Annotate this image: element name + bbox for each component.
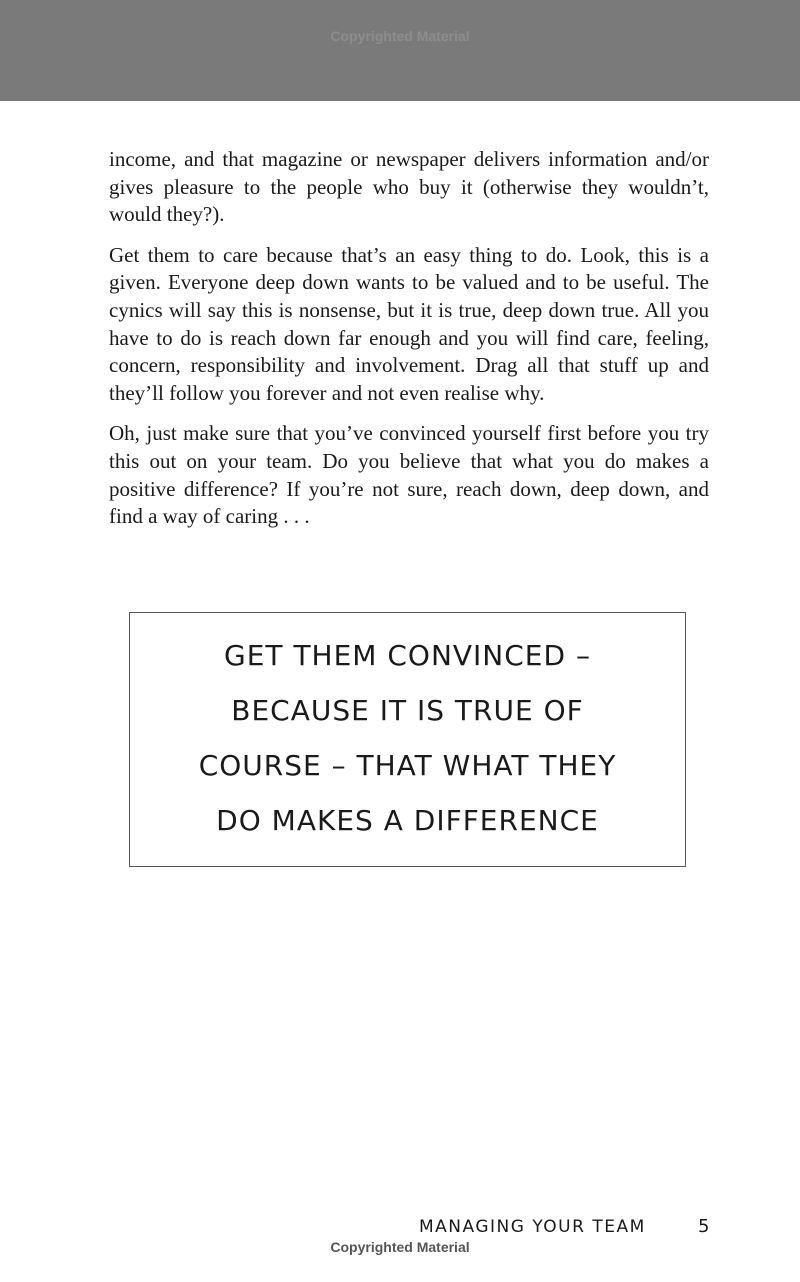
body-text (109, 146, 709, 544)
callout-box (129, 612, 686, 867)
watermark-top: Copyrighted Material (330, 28, 470, 44)
paragraph-2: Get them to care because that’s an easy thing to do. Look, this is a given. Everyone deep down wants to be valued and to be useful. The cynics will say this is nonsense, but it is true, deep down true. All you have to do is reach down far enough and you will find care, feeling, concern, responsibility and involvement. Drag all that stuff up and they’ll follow you forever and not even realise why. (109, 242, 709, 405)
callout-text: GET THEM CONVINCED – BECAUSE IT IS TRUE OF COURSE – THAT WHAT THEY DO MAKES A DIFFERENCE (198, 639, 617, 837)
paragraph-3: Oh, just make sure that you’ve convinced yourself first before you try this out on your team. Do you believe that what you do makes a positive difference? If you’re not sure, reach down, deep down, and find a way of caring . . . (109, 421, 709, 529)
watermark-bottom: Copyrighted Material (330, 1239, 470, 1255)
running-head: MANAGING YOUR TEAM (419, 1217, 646, 1237)
top-gray-band (0, 0, 800, 101)
paragraph-1: income, and that magazine or newspaper delivers information and/or gives pleasure to the people who buy it (otherwise they wouldn’t, would they?). (109, 147, 709, 227)
page-number: 5 (698, 1216, 710, 1237)
